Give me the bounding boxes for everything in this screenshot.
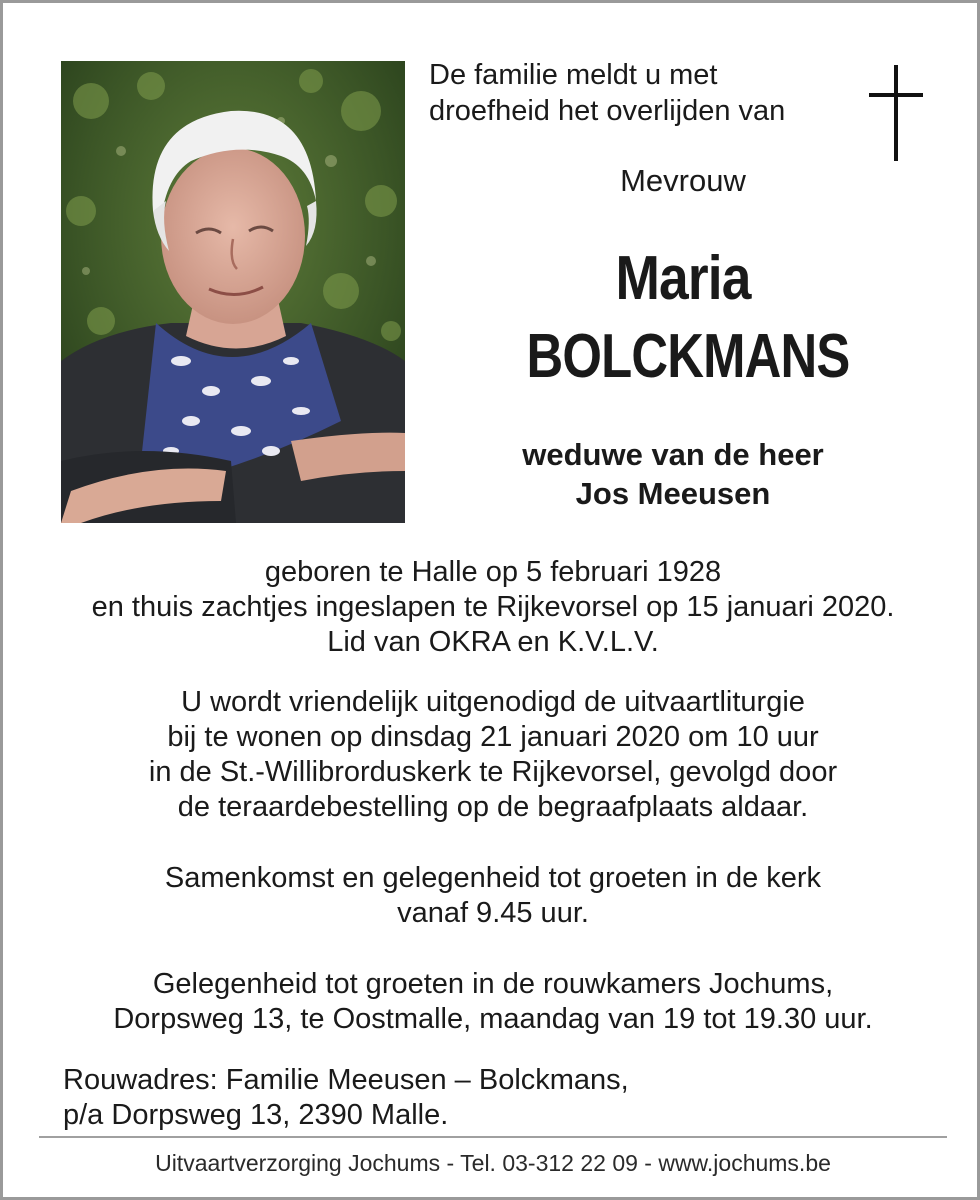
- gathering-line-1: Samenkomst en gelegenheid tot groeten in de kerk: [164, 862, 822, 894]
- gathering-line-2: vanaf 9.45 uur.: [397, 897, 589, 929]
- gathering-details: [33, 861, 953, 931]
- funeral-home-footer: Uitvaartverzorging Jochums - Tel. 03-312 22 09 - www.jochums.be: [155, 1150, 831, 1176]
- spouse-line-1: weduwe van de heer: [522, 437, 824, 472]
- funeral-line-4: de teraardebestelling op de begraafplaats aldaar.: [177, 791, 809, 823]
- funeral-line-1: U wordt vriendelijk uitgenodigd de uitvaartliturgie: [181, 686, 805, 718]
- life-line-3: Lid van OKRA en K.V.L.V.: [327, 626, 659, 658]
- spouse-line-2: Jos Meeusen: [575, 476, 771, 511]
- deceased-last-name: BOLCKMANS: [526, 322, 850, 391]
- funeral-line-3: in de St.-Willibrorduskerk te Rijkevorsel, gevolgd door: [148, 756, 838, 788]
- viewing-line-1: Gelegenheid tot groeten in de rouwkamers Jochums,: [152, 968, 834, 1000]
- announcement-intro: [429, 57, 849, 129]
- life-details: [33, 555, 953, 660]
- footer-divider: [39, 1136, 947, 1138]
- deceased-first-name: Maria: [615, 244, 751, 313]
- latin-cross-icon: [867, 65, 925, 161]
- portrait-photo: [61, 61, 405, 523]
- intro-line-1: De familie meldt u met: [429, 59, 718, 91]
- spouse-info: [473, 435, 873, 513]
- funeral-line-2: bij te wonen op dinsdag 21 januari 2020 om 10 uur: [167, 721, 819, 753]
- portrait-illustration: [61, 61, 405, 523]
- life-line-1: geboren te Halle op 5 februari 1928: [264, 556, 722, 588]
- funeral-details: [33, 685, 953, 825]
- viewing-line-2: Dorpsweg 13, te Oostmalle, maandag van 19 tot 19.30 uur.: [113, 1003, 873, 1035]
- viewing-details: [33, 967, 953, 1037]
- life-line-2: en thuis zachtjes ingeslapen te Rijkevorsel op 15 januari 2020.: [91, 591, 895, 623]
- intro-line-2: droefheid het overlijden van: [429, 95, 786, 127]
- mourning-address: [63, 1063, 863, 1133]
- address-line-2: p/a Dorpsweg 13, 2390 Malle.: [63, 1099, 449, 1131]
- honorific: Mevrouw: [620, 163, 746, 198]
- address-line-1: Rouwadres: Familie Meeusen – Bolckmans,: [63, 1064, 629, 1096]
